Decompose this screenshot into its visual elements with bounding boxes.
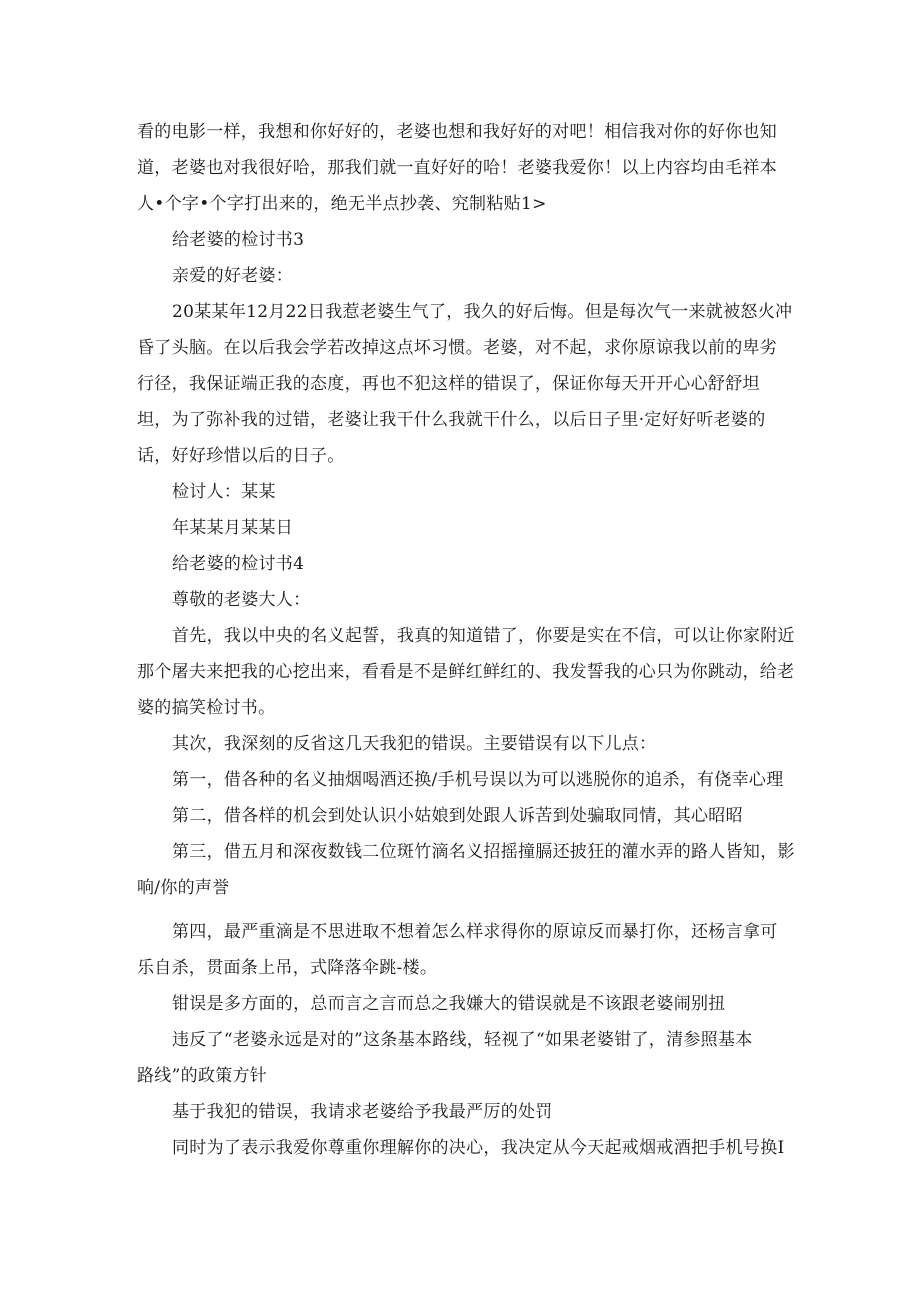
section-heading: 给老婆的检讨书4	[172, 554, 305, 574]
text-line: 响/你的声誉	[137, 878, 230, 898]
text-line: 违反了“老婆永远是对的”这条基本路线，轻视了“如果老婆钳了，清参照基本	[172, 1030, 753, 1050]
section-heading: 给老婆的检讨书3	[172, 230, 305, 250]
text-line: 昏了头脑。在以后我会学若改掉这点坏习惯。老婆，对不起，求你原谅我以前的卑劣	[137, 338, 778, 358]
signature-line: 检讨人：某某	[172, 482, 276, 502]
text-line: 乐自杀，贯面条上吊，式降落伞跳-楼。	[137, 958, 438, 978]
text-line: 第四，最严重滴是不思进取不想着怎么样求得你的原谅反而暴打你，还杨言拿可	[172, 922, 778, 942]
salutation: 亲爱的好老婆：	[172, 266, 294, 286]
date-line: 年某某月某某日	[172, 518, 294, 538]
text-line: 基于我犯的错误，我请求老婆给予我最严厉的处罚	[172, 1102, 553, 1122]
text-line: 钳误是多方面的，总而言之言而总之我嫌大的错误就是不该跟老婆闹别扭	[172, 994, 726, 1014]
text-line: 路线”的政策方针	[137, 1066, 268, 1086]
text-line: 20某某年12月22日我惹老婆生气了，我久的好后悔。但是每次气一来就被怒火冲	[172, 302, 793, 322]
text-line: 坦，为了弥补我的过错，老婆让我干什么我就干什么，以后日子里·定好好听老婆的	[137, 410, 766, 430]
text-line: 婆的搞笑检讨书。	[137, 698, 276, 718]
text-line: 首先，我以中央的名义起誓，我真的知道错了，你要是实在不信，可以让你家附近	[172, 626, 795, 646]
text-line: 第一，借各种的名义抽烟喝酒还换/手机号误以为可以逃脱你的追杀，有侥幸心理	[172, 770, 784, 790]
text-line: 看的电影一样，我想和你好好的，老婆也想和我好好的对吧！相信我对你的好你也知	[137, 122, 778, 142]
text-line: 那个屠夫来把我的心挖出来，看看是不是鲜红鲜红的、我发誓我的心只为你跳动，给老	[137, 662, 795, 682]
text-line: 同时为了表示我爱你尊重你理解你的决心，我决定从今天起戒烟戒酒把手机号换I	[172, 1138, 785, 1158]
text-line: 第三，借五月和深夜数钱二位斑竹滴名义招摇撞膈还披狂的灌水弄的路人皆知，影	[172, 842, 795, 862]
text-line: 道，老婆也对我很好哈，那我们就一直好好的哈！老婆我爱你！以上内容均由毛祥本	[137, 158, 778, 178]
text-line: 人•个字•个字打出来的，绝无半点抄袭、究制粘贴1>	[137, 194, 547, 214]
text-line: 话，好好珍惜以后的日子。	[137, 446, 345, 466]
salutation: 尊敬的老婆大人：	[172, 590, 311, 610]
text-line: 行径，我保证端正我的态度，再也不犯这样的错误了，保证你每天开开心心舒舒坦	[137, 374, 760, 394]
text-line: 第二，借各样的机会到处认识小姑娘到处跟人诉苦到处骗取同情，其心昭昭	[172, 806, 743, 826]
text-line: 其次，我深刻的反省这几天我犯的错误。主要错误有以下儿点：	[172, 734, 657, 754]
